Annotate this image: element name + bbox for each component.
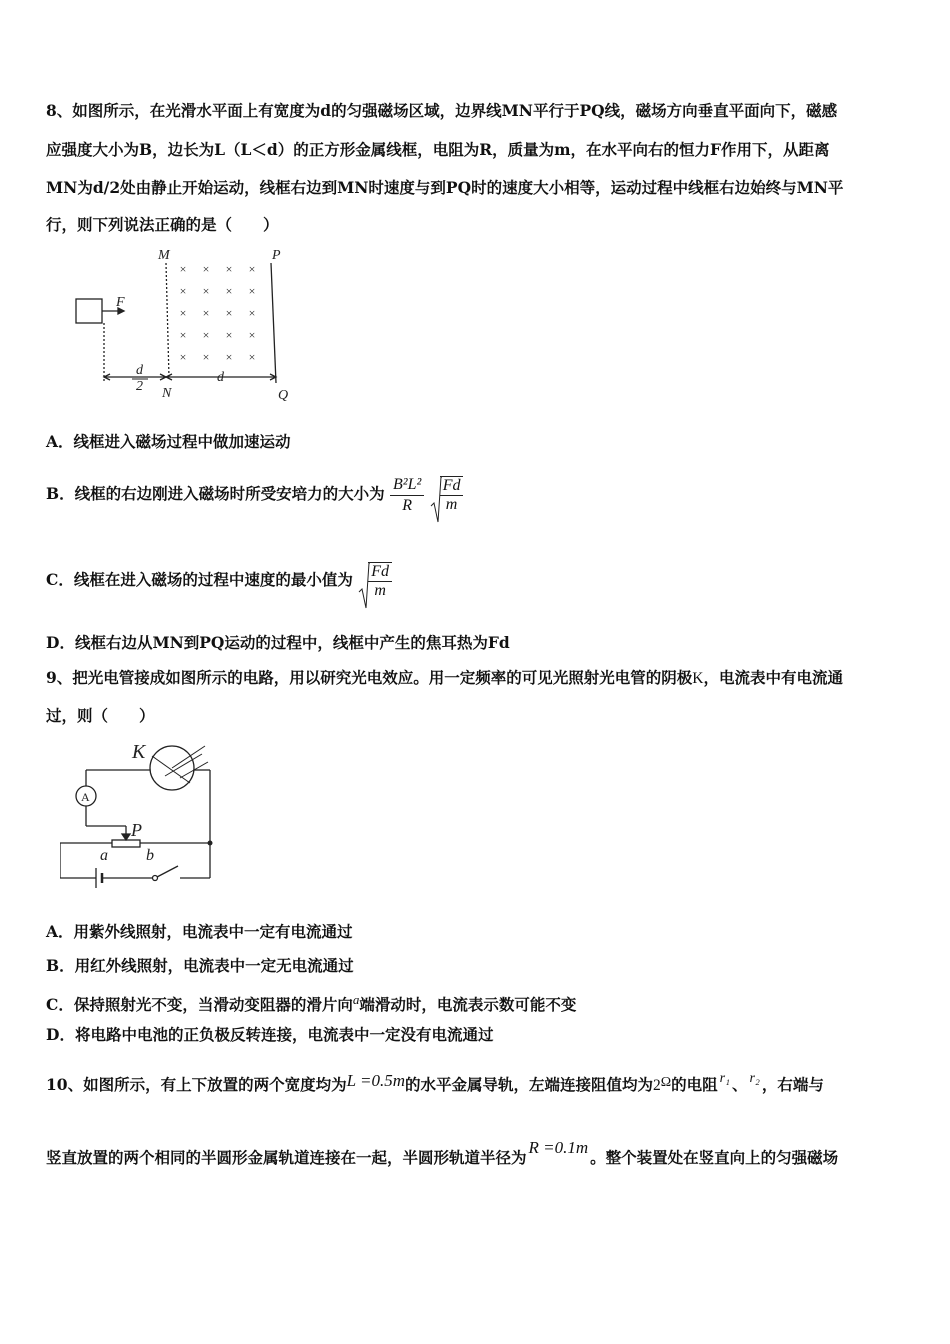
svg-text:×: × bbox=[248, 306, 256, 320]
q9-option-b: B．用红外线照射，电流表中一定无电流通过 bbox=[46, 956, 354, 975]
q8-option-b-sqrt bbox=[430, 476, 464, 514]
label-d: d bbox=[217, 370, 224, 385]
sqrt-numerator: Fd bbox=[440, 477, 464, 496]
q10-stem-line-1 bbox=[46, 1066, 908, 1092]
q9-option-a: A．用紫外线照射，电流表中一定有电流通过 bbox=[46, 922, 353, 941]
q9-option-c bbox=[46, 990, 908, 1015]
q10-part-4: ，右端与 bbox=[761, 1075, 824, 1094]
label-M: M bbox=[158, 248, 170, 263]
q10-part-2: 的水平金属导轨，左端连接阻值均为 bbox=[404, 1075, 653, 1094]
label-b: b bbox=[146, 847, 154, 864]
q10-stem-line-2 bbox=[46, 1132, 908, 1167]
q8-option-d: D．线框右边从MN到PQ运动的过程中，线框中产生的焦耳热为Fd bbox=[46, 633, 510, 652]
label-a: a bbox=[100, 847, 108, 864]
svg-text:×: × bbox=[225, 306, 233, 320]
q9-option-d: D．将电路中电池的正负极反转连接，电流表中一定没有电流通过 bbox=[46, 1025, 494, 1044]
q9-option-c-variable: a bbox=[352, 992, 360, 1007]
q10-part-3: 的电阻 bbox=[671, 1075, 718, 1094]
q10-part-5: 竖直放置的两个相同的半圆形金属轨道连接在一起，半圆形轨道半径为 bbox=[46, 1148, 527, 1167]
q8-option-b bbox=[46, 466, 908, 522]
q9-stem-part-1: 9、把光电管接成如图所示的电路，用以研究光电效应。用一定频率的可见光照射光电管的阴极 bbox=[46, 668, 693, 687]
q8-field-crosses bbox=[180, 262, 256, 364]
q8-stem-line-3: MN为d/2处由静止开始运动，线框右边到MN时速度与到PQ时的速度大小相等，运动过程中线框右边始终与MN平 bbox=[46, 178, 844, 197]
q8-magnetic-field-figure bbox=[66, 243, 306, 403]
q8-stem-line-2: 应强度大小为B，边长为L（L＜d）的正方形金属线框，电阻为R，质量为m，在水平向右的恒力F作用下，从距离 bbox=[46, 140, 830, 159]
svg-text:×: × bbox=[179, 350, 187, 364]
q10-r2: r₂ bbox=[749, 1071, 760, 1086]
svg-text:×: × bbox=[202, 306, 210, 320]
svg-text:×: × bbox=[179, 284, 187, 298]
q9-stem-part-2: ，电流表中有电流通 bbox=[703, 668, 844, 687]
q8-stem-line-4: 行，则下列说法正确的是（ ） bbox=[46, 215, 279, 234]
q8-square-frame bbox=[76, 299, 102, 323]
switch-contact bbox=[153, 876, 158, 881]
svg-text:×: × bbox=[225, 262, 233, 276]
q8-option-a: A．线框进入磁场过程中做加速运动 bbox=[46, 432, 291, 451]
fraction-numerator: B²L² bbox=[390, 475, 424, 496]
label-F: F bbox=[116, 295, 125, 310]
label-P: P bbox=[272, 248, 281, 263]
q8-option-b-fraction bbox=[390, 475, 424, 516]
svg-text:×: × bbox=[179, 306, 187, 320]
label-A: A bbox=[81, 790, 90, 804]
svg-text:×: × bbox=[202, 262, 210, 276]
sqrt-denominator: m bbox=[374, 582, 386, 599]
svg-text:×: × bbox=[202, 350, 210, 364]
label-half-num: d bbox=[136, 363, 143, 378]
q10-resistance-value: 2 bbox=[653, 1077, 661, 1094]
switch-blade bbox=[157, 866, 178, 877]
q9-option-c-part-2: 端滑动时，电流表示数可能不变 bbox=[359, 995, 577, 1015]
label-Q: Q bbox=[278, 388, 289, 403]
svg-text:×: × bbox=[202, 328, 210, 342]
q9-option-c-part-1: C．保持照射光不变，当滑动变阻器的滑片向 bbox=[46, 995, 353, 1015]
sqrt-denominator: m bbox=[445, 496, 458, 513]
svg-text:×: × bbox=[225, 328, 233, 342]
q10-width-equation: L =0.5m bbox=[346, 1071, 405, 1090]
q10-separator: 、 bbox=[732, 1075, 748, 1094]
q10-radius-equation: R =0.1m bbox=[528, 1138, 589, 1157]
svg-text:×: × bbox=[202, 284, 210, 298]
q9-cathode-symbol: K bbox=[692, 670, 704, 687]
svg-text:×: × bbox=[179, 262, 187, 276]
q9-stem-line-1 bbox=[46, 668, 908, 689]
fraction-denominator: R bbox=[402, 496, 413, 514]
svg-text:×: × bbox=[179, 328, 187, 342]
q9-photoelectric-circuit-figure bbox=[60, 738, 230, 893]
q10-part-1: 10、如图所示，有上下放置的两个宽度均为 bbox=[46, 1075, 347, 1094]
svg-text:×: × bbox=[225, 350, 233, 364]
q9-stem-line-2: 过，则（ ） bbox=[46, 706, 155, 725]
label-half-den: 2 bbox=[136, 379, 143, 394]
q10-r1: r₁ bbox=[719, 1071, 730, 1086]
q8-option-c-sqrt bbox=[358, 562, 392, 600]
sqrt-icon bbox=[430, 476, 442, 524]
svg-text:×: × bbox=[225, 284, 233, 298]
sqrt-icon bbox=[358, 562, 370, 610]
svg-text:×: × bbox=[248, 262, 256, 276]
svg-text:×: × bbox=[248, 350, 256, 364]
label-P: P bbox=[131, 820, 142, 840]
svg-text:×: × bbox=[248, 284, 256, 298]
sqrt-numerator: Fd bbox=[368, 563, 392, 582]
q8-option-c bbox=[46, 552, 908, 608]
label-K: K bbox=[132, 741, 146, 763]
q8-option-b-text: B．线框的右边刚进入磁场时所受安培力的大小为 bbox=[46, 484, 385, 503]
q10-part-6: 。整个装置处在竖直向上的匀强磁场 bbox=[590, 1148, 839, 1167]
q10-ohm-symbol: Ω bbox=[660, 1075, 672, 1090]
q8-stem-line-1: 8、如图所示，在光滑水平面上有宽度为d的匀强磁场区域，边界线MN平行于PQ线，磁场方向垂直平面向下，磁感 bbox=[46, 101, 838, 120]
label-N: N bbox=[162, 386, 172, 401]
q8-option-c-text: C．线框在进入磁场的过程中速度的最小值为 bbox=[46, 570, 353, 589]
svg-text:×: × bbox=[248, 328, 256, 342]
